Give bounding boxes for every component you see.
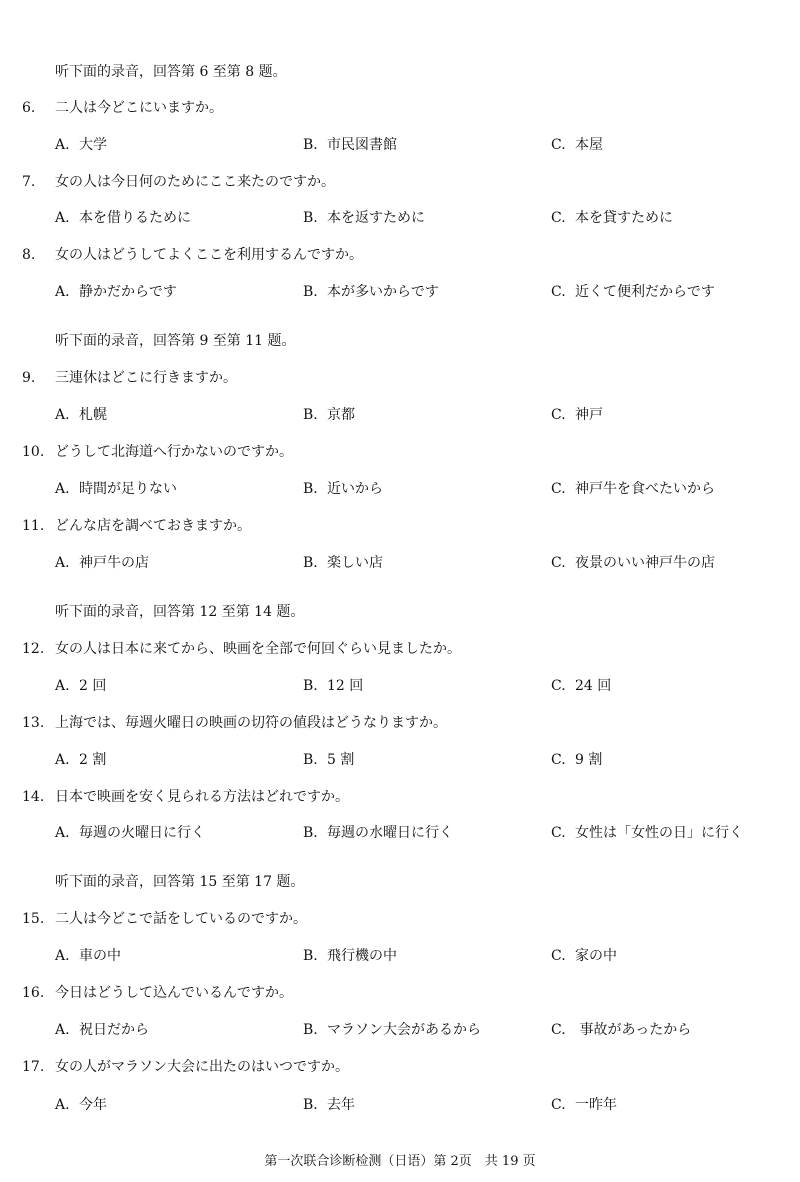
question-10 <box>0 441 800 463</box>
question-12-options <box>0 675 800 697</box>
question-16-options <box>0 1019 800 1041</box>
question-number: 11. <box>22 518 45 534</box>
option-a: A. 今年 <box>55 1097 107 1113</box>
section-instruction <box>0 61 800 83</box>
question-number: 17. <box>22 1059 45 1075</box>
question-number: 10. <box>22 444 45 460</box>
question-text: 上海では、毎週火曜日の映画の切符の値段はどうなりますか。 <box>55 715 447 731</box>
question-number: 7. <box>22 174 36 190</box>
question-number: 6. <box>22 100 36 116</box>
question-number: 15. <box>22 911 45 927</box>
option-b: B. 本が多いからです <box>303 284 439 300</box>
option-a: A. 本を借りるために <box>55 210 191 226</box>
question-9-options <box>0 404 800 426</box>
option-c: C. 家の中 <box>551 948 617 964</box>
question-text: 三連休はどこに行きますか。 <box>55 370 237 386</box>
question-10-options <box>0 478 800 500</box>
question-13 <box>0 712 800 734</box>
option-a: A. 2 割 <box>55 752 107 768</box>
option-c: C. 神戸牛を食べたいから <box>551 481 715 497</box>
question-number: 16. <box>22 985 45 1001</box>
option-c: C. 本屋 <box>551 137 603 153</box>
question-text: 日本で映画を安く見られる方法はどれですか。 <box>55 789 349 805</box>
section-instruction <box>0 601 800 623</box>
question-number: 9. <box>22 370 36 386</box>
question-9 <box>0 367 800 389</box>
option-c: C. 事故があったから <box>551 1022 692 1038</box>
option-c: C. 神戸 <box>551 407 603 423</box>
question-text: どんな店を調べておきますか。 <box>55 518 251 534</box>
question-17-options <box>0 1094 800 1116</box>
question-11-options <box>0 552 800 574</box>
section-instruction <box>0 871 800 893</box>
instruction-text: 听下面的录音，回答第 6 至第 8 题。 <box>55 64 287 80</box>
option-c: C. 近くて便利だからです <box>551 284 715 300</box>
question-number: 13. <box>22 715 45 731</box>
option-a: A. 大学 <box>55 137 107 153</box>
question-14-options <box>0 822 800 844</box>
option-a: A. 2 回 <box>55 678 107 694</box>
option-b: B. 去年 <box>303 1097 355 1113</box>
question-11 <box>0 515 800 537</box>
question-17 <box>0 1056 800 1078</box>
option-c: C. 本を貸すために <box>551 210 673 226</box>
question-8 <box>0 244 800 266</box>
page-footer: 第一次联合诊断检测（日语）第 2页 共 19 页 <box>264 1154 536 1169</box>
instruction-text: 听下面的录音，回答第 15 至第 17 题。 <box>55 874 305 890</box>
question-7-options <box>0 207 800 229</box>
option-a: A. 時間が足りない <box>55 481 177 497</box>
question-number: 14. <box>22 789 45 805</box>
option-b: B. 本を返すために <box>303 210 425 226</box>
question-text: 女の人はどうしてよくここを利用するんですか。 <box>55 247 363 263</box>
question-number: 8. <box>22 247 36 263</box>
question-15 <box>0 908 800 930</box>
question-8-options <box>0 281 800 303</box>
option-c: C. 女性は「女性の日」に行く <box>551 825 743 841</box>
option-b: B. 飛行機の中 <box>303 948 397 964</box>
option-c: C. 24 回 <box>551 678 612 694</box>
question-16 <box>0 982 800 1004</box>
option-b: B. 楽しい店 <box>303 555 383 571</box>
option-a: A. 静かだからです <box>55 284 177 300</box>
question-text: どうして北海道へ行かないのですか。 <box>55 444 293 460</box>
section-instruction <box>0 330 800 352</box>
question-15-options <box>0 945 800 967</box>
question-6 <box>0 97 800 119</box>
option-a: A. 札幌 <box>55 407 107 423</box>
instruction-text: 听下面的录音，回答第 12 至第 14 题。 <box>55 604 305 620</box>
question-text: 女の人は日本に来てから、映画を全部で何回ぐらい見ましたか。 <box>55 641 461 657</box>
question-text: 二人は今どこで話をしているのですか。 <box>55 911 307 927</box>
instruction-text: 听下面的录音，回答第 9 至第 11 题。 <box>55 333 296 349</box>
question-6-options <box>0 134 800 156</box>
option-c: C. 夜景のいい神戸牛の店 <box>551 555 715 571</box>
option-b: B. 毎週の水曜日に行く <box>303 825 453 841</box>
option-b: B. 京都 <box>303 407 355 423</box>
option-a: A. 毎週の火曜日に行く <box>55 825 205 841</box>
option-b: B. 市民図書館 <box>303 137 397 153</box>
option-b: B. 12 回 <box>303 678 364 694</box>
question-text: 女の人がマラソン大会に出たのはいつですか。 <box>55 1059 349 1075</box>
option-a: A. 神戸牛の店 <box>55 555 149 571</box>
question-text: 女の人は今日何のためにここ来たのですか。 <box>55 174 335 190</box>
option-c: C. 一昨年 <box>551 1097 617 1113</box>
option-b: B. 近いから <box>303 481 383 497</box>
question-number: 12. <box>22 641 45 657</box>
question-text: 二人は今どこにいますか。 <box>55 100 223 116</box>
option-b: B. 5 割 <box>303 752 355 768</box>
question-7 <box>0 171 800 193</box>
question-12 <box>0 638 800 660</box>
question-13-options <box>0 749 800 771</box>
option-b: B. マラソン大会があるから <box>303 1022 481 1038</box>
option-a: A. 祝日だから <box>55 1022 149 1038</box>
question-14 <box>0 786 800 808</box>
question-text: 今日はどうして込んでいるんですか。 <box>55 985 293 1001</box>
option-c: C. 9 割 <box>551 752 603 768</box>
option-a: A. 車の中 <box>55 948 121 964</box>
